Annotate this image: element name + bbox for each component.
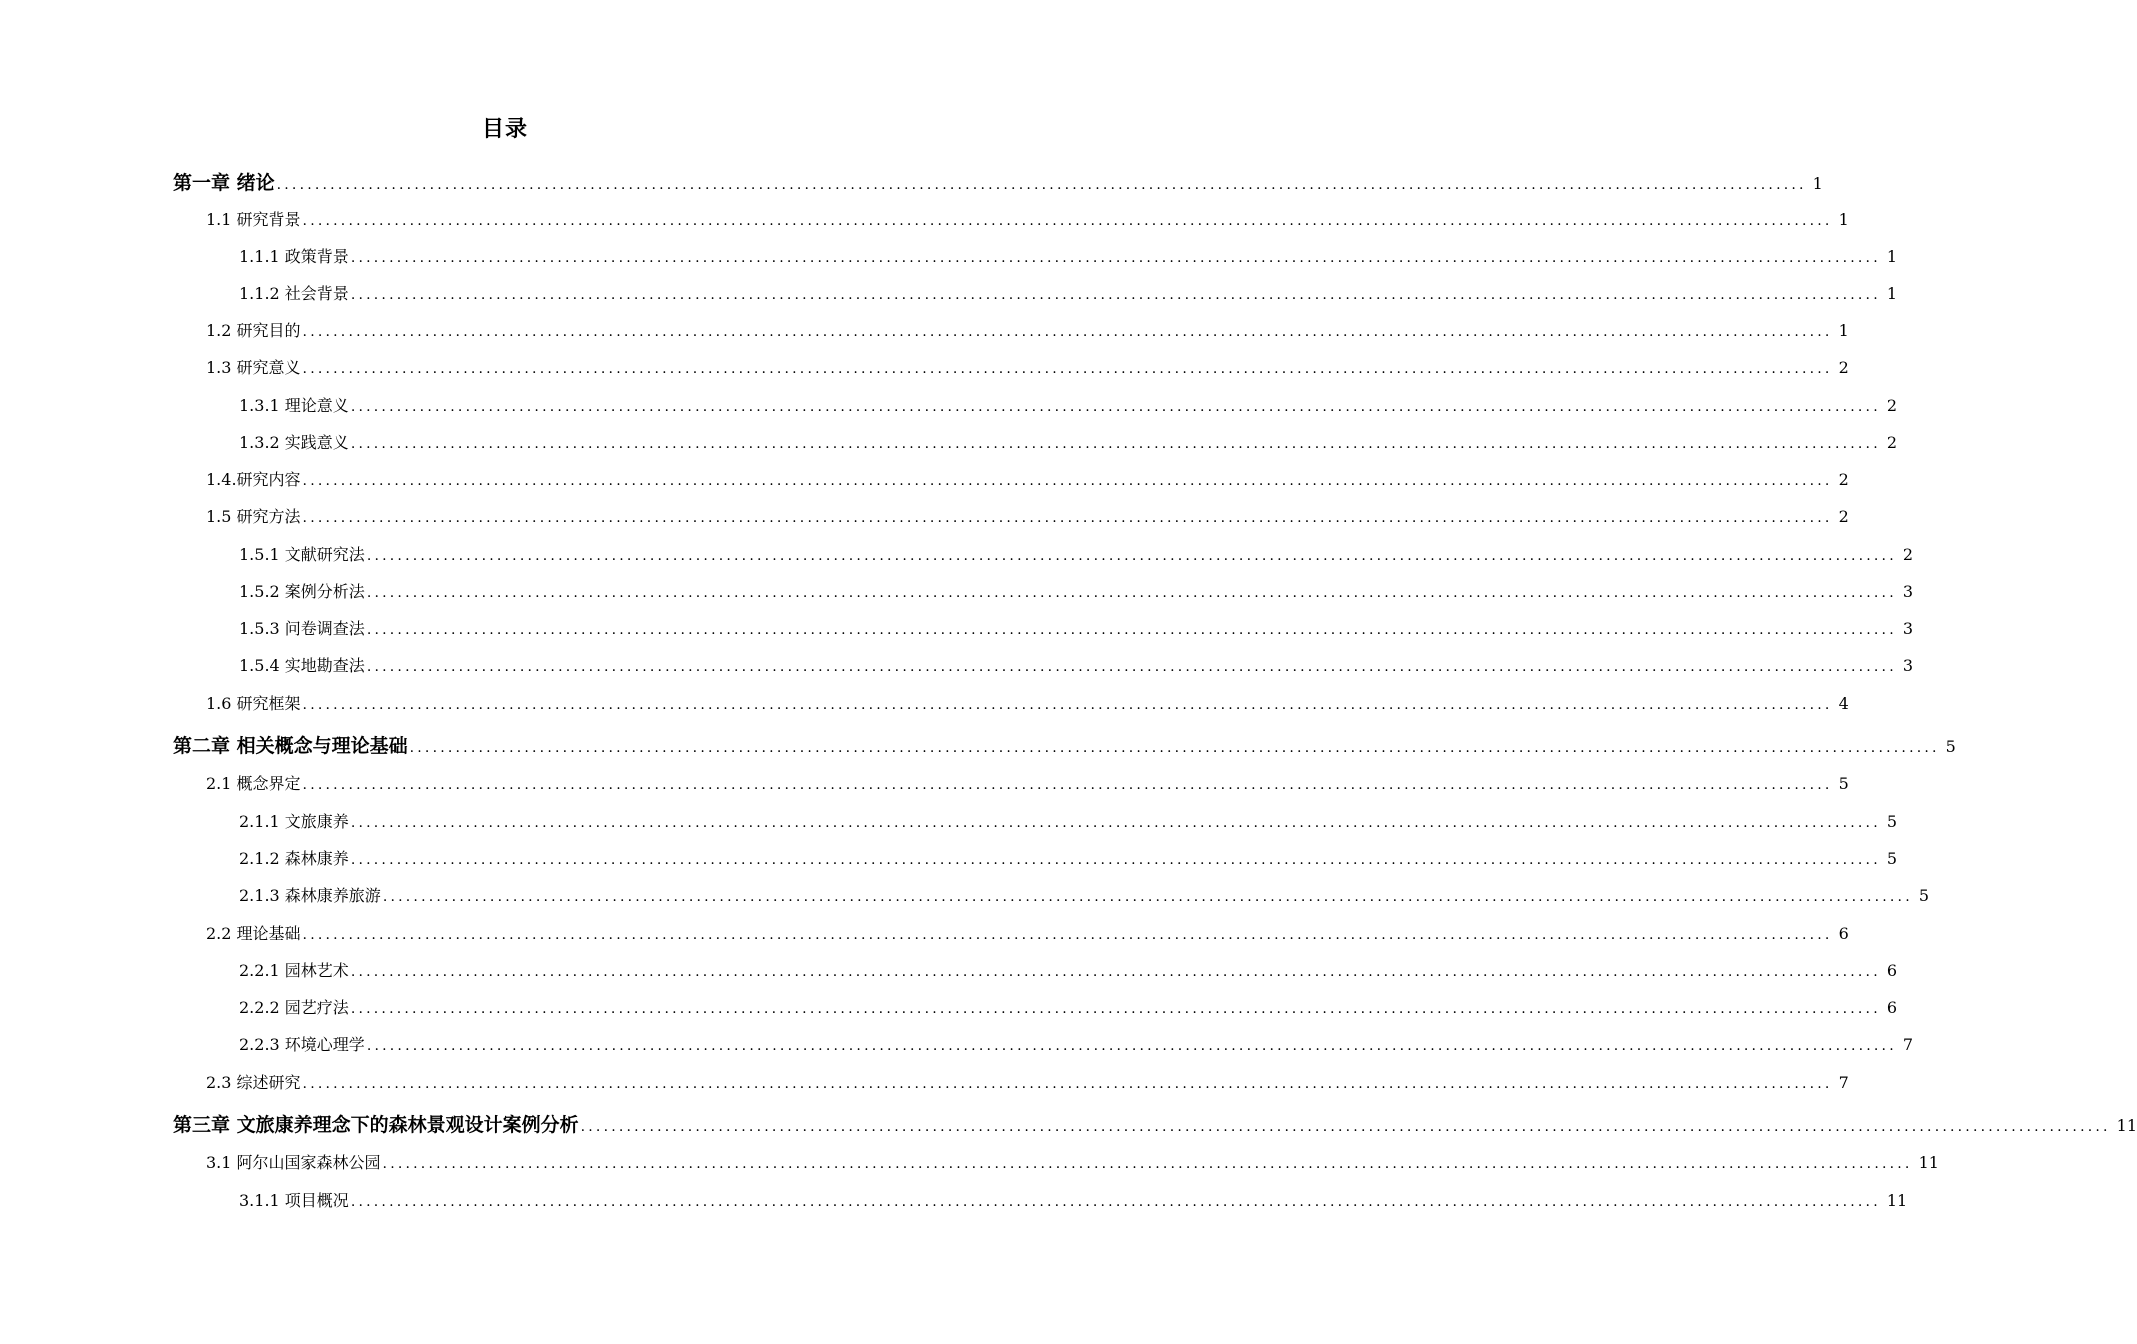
toc-entry-label: 1.1.1 政策背景 xyxy=(239,247,349,266)
toc-entry[interactable] xyxy=(206,207,1849,230)
toc-leader-dots: ........................................................................................................................................................................................................ xyxy=(350,852,1881,868)
toc-entry[interactable] xyxy=(239,1188,1908,1211)
toc-entry[interactable] xyxy=(173,731,1956,758)
toc-leader-dots: ........................................................................................................................................................................................................ xyxy=(350,436,1881,452)
toc-entry-label: 1.5.2 案例分析法 xyxy=(239,582,365,601)
toc-leader-dots: ........................................................................................................................................................................................................ xyxy=(366,622,1897,638)
toc-entry[interactable] xyxy=(239,995,1898,1018)
toc-entry[interactable] xyxy=(239,579,1914,602)
toc-leader-dots: ........................................................................................................................................................................................................ xyxy=(350,815,1881,831)
toc-entry-page-number: 1 xyxy=(1886,284,1898,303)
toc-entry[interactable] xyxy=(206,921,1849,944)
toc-entry-label: 3.1 阿尔山国家森林公园 xyxy=(206,1153,381,1172)
toc-entry-label: 1.3 研究意义 xyxy=(206,358,301,377)
toc-leader-dots: ........................................................................................................................................................................................................ xyxy=(366,1038,1897,1054)
toc-entry-page-number: 7 xyxy=(1838,1073,1849,1092)
toc-entry[interactable] xyxy=(239,883,1930,906)
toc-leader-dots: ........................................................................................................................................................................................................ xyxy=(366,585,1897,601)
toc-entry[interactable] xyxy=(239,393,1898,416)
toc-leader-dots: ........................................................................................................................................................................................................ xyxy=(302,473,1833,489)
toc-entry-label: 1.3.1 理论意义 xyxy=(239,396,349,415)
toc-entry-label: 第二章 相关概念与理论基础 xyxy=(173,735,408,757)
toc-entry-page-number: 1 xyxy=(1838,321,1849,340)
toc-entry[interactable] xyxy=(206,1150,1939,1173)
toc-entry-label: 1.1.2 社会背景 xyxy=(239,284,349,303)
toc-entry-label: 2.2.1 园林艺术 xyxy=(239,961,349,980)
toc-entry-label: 第一章 绪论 xyxy=(173,172,275,194)
toc-entry[interactable] xyxy=(173,168,1823,195)
toc-entry-label: 2.2 理论基础 xyxy=(206,924,301,943)
toc-leader-dots: ........................................................................................................................................................................................................ xyxy=(350,1194,1881,1210)
toc-entry[interactable] xyxy=(206,504,1849,527)
toc-entry-page-number: 5 xyxy=(1886,849,1898,868)
toc-entry-page-number: 2 xyxy=(1886,396,1898,415)
toc-entry-label: 1.5 研究方法 xyxy=(206,507,301,526)
toc-leader-dots: ........................................................................................................................................................................................................ xyxy=(302,697,1833,713)
toc-entry-page-number: 3 xyxy=(1902,582,1914,601)
toc-leader-dots: ........................................................................................................................................................................................................ xyxy=(350,1001,1881,1017)
toc-entry-label: 1.3.2 实践意义 xyxy=(239,433,349,452)
toc-leader-dots: ........................................................................................................................................................................................................ xyxy=(580,1119,2111,1135)
toc-entry-label: 第三章 文旅康养理念下的森林景观设计案例分析 xyxy=(173,1114,579,1136)
toc-leader-dots: ........................................................................................................................................................................................................ xyxy=(302,927,1833,943)
toc-entry[interactable] xyxy=(239,1032,1914,1055)
toc-entry-label: 1.6 研究框架 xyxy=(206,694,301,713)
toc-entry-label: 1.4.研究内容 xyxy=(206,470,301,489)
toc-leader-dots: ........................................................................................................................................................................................................ xyxy=(350,964,1881,980)
toc-entry[interactable] xyxy=(239,542,1914,565)
toc-entry[interactable] xyxy=(239,281,1898,304)
toc-leader-dots: ........................................................................................................................................................................................................ xyxy=(350,250,1881,266)
toc-entry-label: 2.3 综述研究 xyxy=(206,1073,301,1092)
toc-leader-dots: ........................................................................................................................................................................................................ xyxy=(302,361,1833,377)
toc-entry-page-number: 3 xyxy=(1902,619,1914,638)
toc-entry-page-number: 2 xyxy=(1902,545,1914,564)
toc-entry[interactable] xyxy=(239,846,1898,869)
toc-leader-dots: ........................................................................................................................................................................................................ xyxy=(366,548,1897,564)
toc-entry-page-number: 5 xyxy=(1886,812,1898,831)
toc-entry-page-number: 1 xyxy=(1838,210,1849,229)
toc-entry[interactable] xyxy=(239,653,1914,676)
toc-entry-page-number: 6 xyxy=(1886,961,1898,980)
toc-entry-page-number: 5 xyxy=(1838,774,1849,793)
toc-entry[interactable] xyxy=(206,691,1849,714)
toc-entry[interactable] xyxy=(206,355,1849,378)
toc-entry-page-number: 1 xyxy=(1886,247,1898,266)
toc-leader-dots: ........................................................................................................................................................................................................ xyxy=(382,889,1913,905)
toc-title: 目录 xyxy=(481,117,528,142)
toc-entry[interactable] xyxy=(206,1070,1849,1093)
toc-entry[interactable] xyxy=(239,616,1914,639)
toc-entry-page-number: 5 xyxy=(1945,737,1956,756)
toc-entry[interactable] xyxy=(173,1110,2137,1137)
toc-leader-dots: ........................................................................................................................................................................................................ xyxy=(302,777,1833,793)
toc-entry-page-number: 4 xyxy=(1838,694,1849,713)
toc-entry-page-number: 6 xyxy=(1838,924,1849,943)
toc-entry-page-number: 7 xyxy=(1902,1035,1914,1054)
toc-entry-page-number: 5 xyxy=(1918,886,1930,905)
toc-entry-page-number: 1 xyxy=(1812,174,1823,193)
toc-entry-page-number: 11 xyxy=(1886,1191,1908,1210)
toc-entry-label: 2.1.2 森林康养 xyxy=(239,849,349,868)
toc-entry-label: 1.1 研究背景 xyxy=(206,210,301,229)
toc-entry-page-number: 6 xyxy=(1886,998,1898,1017)
toc-entry[interactable] xyxy=(206,771,1849,794)
toc-entry-page-number: 3 xyxy=(1902,656,1914,675)
toc-entry-page-number: 2 xyxy=(1838,358,1849,377)
toc-entry-page-number: 2 xyxy=(1838,470,1849,489)
toc-leader-dots: ........................................................................................................................................................................................................ xyxy=(302,213,1833,229)
toc-leader-dots: ........................................................................................................................................................................................................ xyxy=(350,399,1881,415)
toc-entry-label: 1.5.1 文献研究法 xyxy=(239,545,365,564)
toc-leader-dots: ........................................................................................................................................................................................................ xyxy=(409,740,1940,756)
toc-entry-label: 1.2 研究目的 xyxy=(206,321,301,340)
toc-entry[interactable] xyxy=(239,958,1898,981)
toc-entry-label: 2.2.2 园艺疗法 xyxy=(239,998,349,1017)
toc-entry[interactable] xyxy=(239,244,1898,267)
toc-entry[interactable] xyxy=(206,318,1849,341)
toc-leader-dots: ........................................................................................................................................................................................................ xyxy=(302,1076,1833,1092)
toc-entry[interactable] xyxy=(206,467,1849,490)
toc-leader-dots: ........................................................................................................................................................................................................ xyxy=(276,177,1807,193)
toc-leader-dots: ........................................................................................................................................................................................................ xyxy=(302,324,1833,340)
toc-entry-page-number: 11 xyxy=(2116,1116,2137,1135)
toc-entry-label: 1.5.3 问卷调查法 xyxy=(239,619,365,638)
toc-entry-label: 2.1.3 森林康养旅游 xyxy=(239,886,381,905)
toc-leader-dots: ........................................................................................................................................................................................................ xyxy=(366,659,1897,675)
toc-entry-label: 1.5.4 实地勘查法 xyxy=(239,656,365,675)
toc-leader-dots: ........................................................................................................................................................................................................ xyxy=(382,1156,1913,1172)
toc-entry-page-number: 2 xyxy=(1886,433,1898,452)
toc-entry-label: 3.1.1 项目概况 xyxy=(239,1191,349,1210)
toc-entry-label: 2.2.3 环境心理学 xyxy=(239,1035,365,1054)
toc-entry-label: 2.1 概念界定 xyxy=(206,774,301,793)
toc-entry-page-number: 11 xyxy=(1918,1153,1939,1172)
toc-leader-dots: ........................................................................................................................................................................................................ xyxy=(350,287,1881,303)
toc-entry-label: 2.1.1 文旅康养 xyxy=(239,812,349,831)
toc-leader-dots: ........................................................................................................................................................................................................ xyxy=(302,510,1833,526)
toc-entry[interactable] xyxy=(239,430,1898,453)
toc-entry[interactable] xyxy=(239,809,1898,832)
toc-entry-page-number: 2 xyxy=(1838,507,1849,526)
